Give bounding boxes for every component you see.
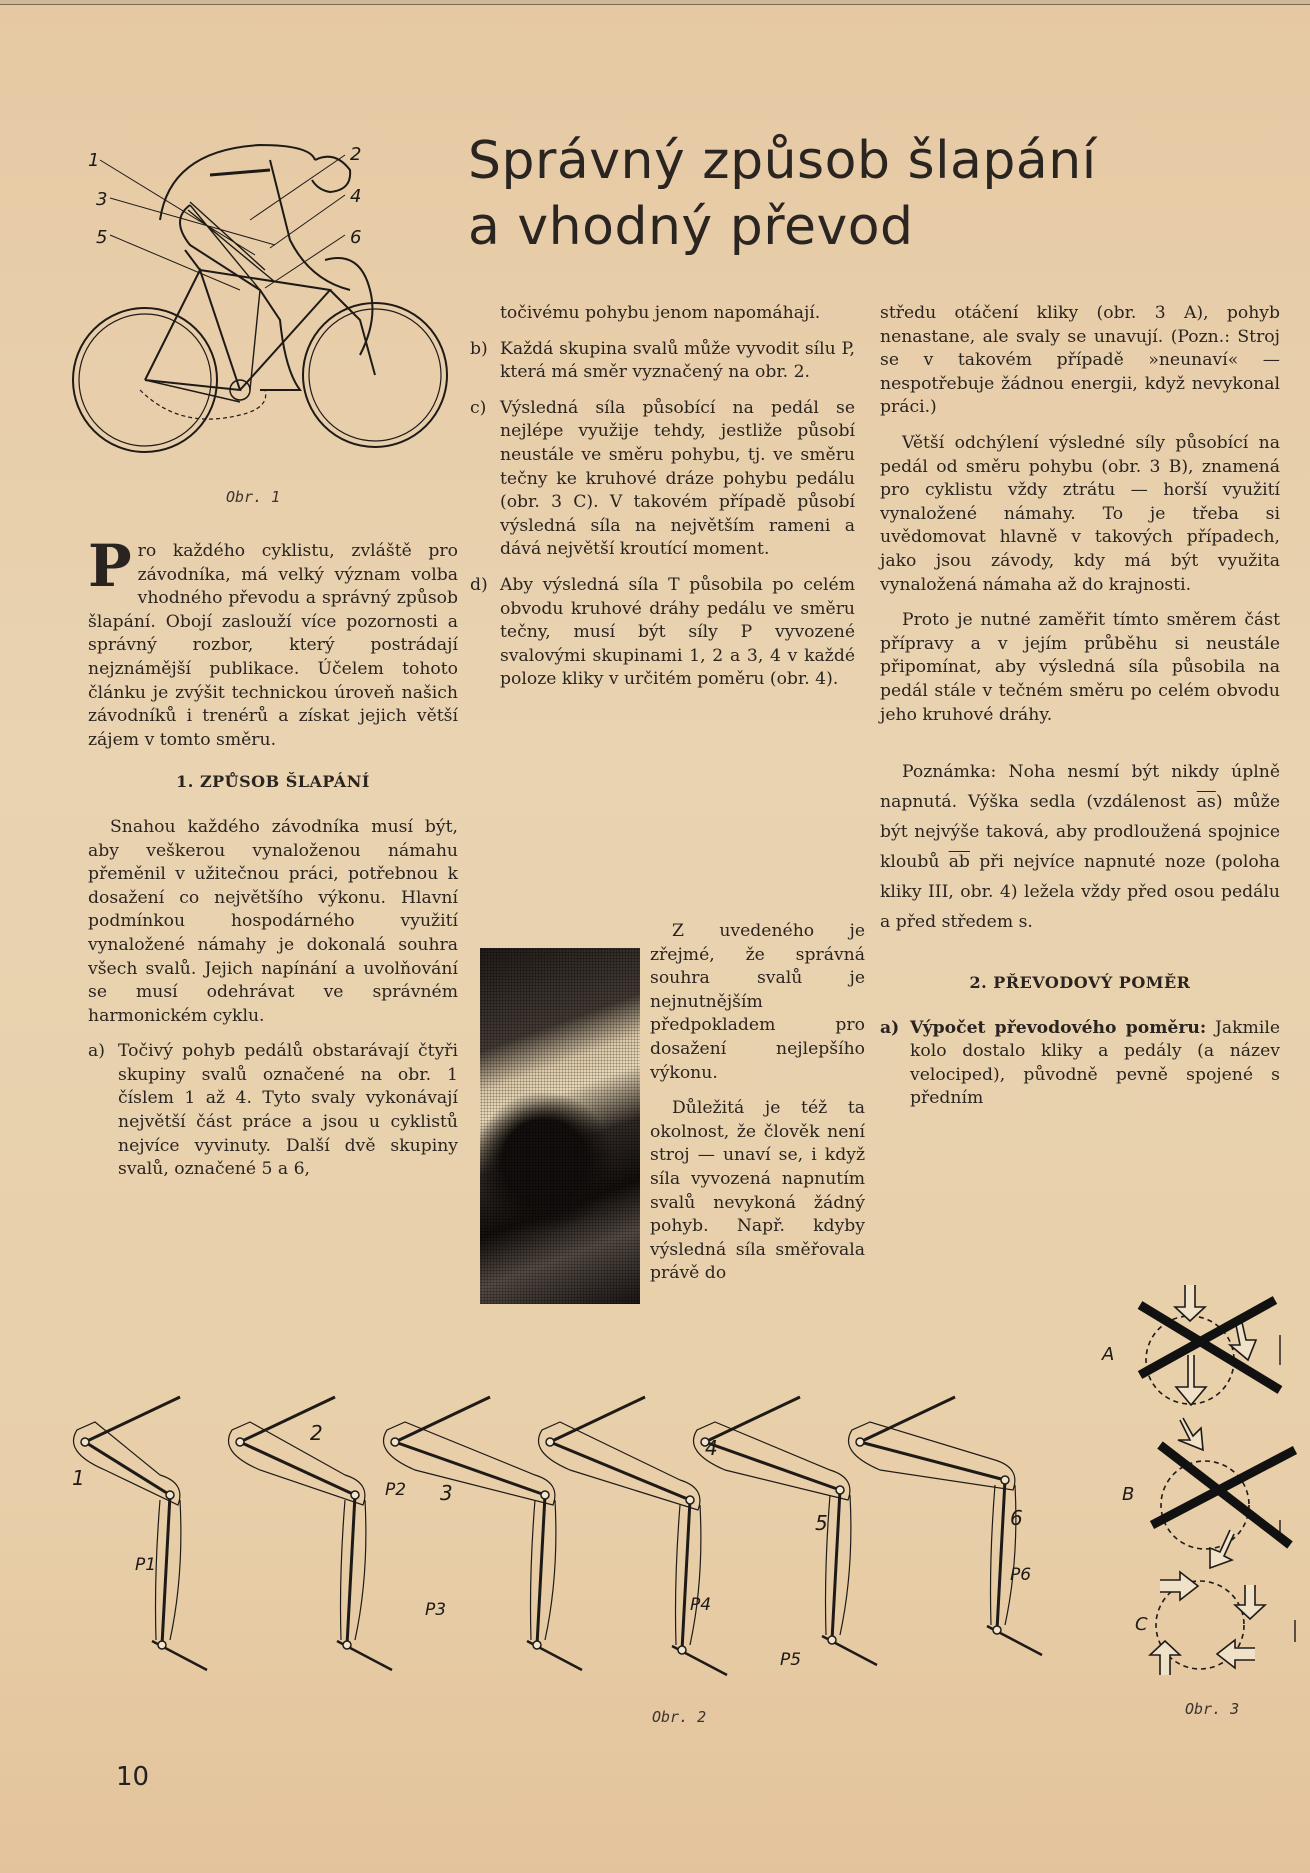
drop-cap: P [88, 532, 132, 600]
fig3-label-c: C [1135, 1614, 1148, 1635]
column-1 [88, 532, 458, 1194]
item-text: Každá skupina svalů může vyvodit sílu P, která má směr vyznačený na obr. 2. [500, 338, 855, 383]
fig1-label-5: 5 [96, 227, 108, 248]
section-1-heading: 1. ZPŮSOB ŠLAPÁNÍ [176, 772, 370, 792]
fig2-muscle-6: 6 [1010, 1506, 1023, 1530]
fig1-label-3: 3 [96, 189, 108, 210]
figure-3-force-directions [1080, 1280, 1310, 1700]
figure-2-leg-muscles [60, 1370, 1032, 1690]
fig1-label-2: 2 [350, 144, 362, 165]
overline-ab: $\overline{ab}$ [948, 852, 970, 873]
fig3-label-b: B [1122, 1484, 1135, 1505]
list-item-b [470, 338, 855, 385]
list-item-d [470, 574, 855, 692]
paragraph-continued: středu otáčení kliky (obr. 3 A), pohyb nenastane, ale svaly se unavují. (Pozn.: Stroj se v takovém případě »neunaví« — nespotřebuje žádnou energii, když nevykonal práci.) [880, 303, 1280, 418]
rider-body [160, 145, 350, 390]
paragraph-proto: Proto je nutné zaměřit tímto směrem část přípravy a v jejím průběhu si neustále připomínat, aby výsledná síla působila na pedál stále v tečném směru po celém obvodu jeho kruhové dráhy. [880, 610, 1280, 725]
fig2-muscle-1: 1 [72, 1466, 85, 1490]
item-bold-heading: Výpočet převodového poměru: [910, 1017, 1207, 1038]
item-label: d) [470, 574, 488, 595]
fig1-label-4: 4 [350, 186, 362, 207]
leg-diagram [74, 1397, 208, 1670]
fig2-force-p2: P2 [385, 1480, 407, 1500]
item-label: a) [88, 1041, 105, 1062]
leg-diagram [539, 1397, 728, 1675]
fig2-muscle-5: 5 [815, 1511, 828, 1535]
figure-3-caption: Obr. 3 [1185, 1700, 1240, 1718]
fig2-muscle-3: 3 [440, 1481, 453, 1505]
fig1-label-1: 1 [88, 150, 100, 171]
title-line-1: Správný způsob šlapání [468, 131, 1097, 191]
item-label: a) [880, 1017, 900, 1038]
item-label: b) [470, 338, 488, 359]
article-title [468, 128, 1168, 260]
fig2-muscle-2: 2 [310, 1421, 323, 1445]
section-2-heading: 2. PŘEVODOVÝ POMĚR [969, 973, 1191, 993]
intro-paragraph: Pro každého cyklistu, zvláště pro závodníka, má velký význam volba vhodného převodu a správný způsob šlapání. Obojí zaslouží více pozornosti a správný rozbor, který postrádají nejznámější publikace. Účelem tohoto článku je zvýšit technickou úroveň našich závodníků i trenérů a získat jejich větší zájem v tomto směru. [88, 532, 458, 750]
list-item-a [88, 1040, 458, 1182]
page-number: 10 [116, 1762, 150, 1792]
bike-frame [145, 250, 375, 390]
figure-2-caption: Obr. 2 [652, 1708, 707, 1726]
title-line-2: a vhodný převod [468, 197, 914, 257]
item-text: Aby výsledná síla T působila po celém obvodu kruhové dráhy pedálu ve směru tečny, musí být síly P vyvozené svalovými skupinami 1, 2 a 3, 4 v každé poloze kliky v určitém poměru (obr. 4). [500, 574, 855, 690]
list-item-a-continued [470, 302, 855, 326]
paragraph-z-uvedeneho: Z uvedeného je zřejmé, že správná souhra svalů je nejnutnějším předpokladem pro dosažení nejlepšího výkonu. [650, 921, 865, 1083]
column-3 [880, 302, 1280, 1123]
fig3-label-a: A [1102, 1344, 1115, 1365]
item-text: Točivý pohyb pedálů obstarávají čtyři skupiny svalů označené na obr. 1 číslem 1 až 4. Tyto svaly vykonávají největší část práce a jsou u cyklistů nejvíce vyvinuty. Další dvě skupiny svalů, označené 5 a 6, [118, 1041, 458, 1180]
fig2-force-p4: P4 [690, 1595, 712, 1615]
paragraph-dulezita: Důležitá je též ta okolnost, že člověk není stroj — unaví se, i když síla vyvozená napnutím svalů nevykoná žádný pohyb. Např. kdyby výsledná síla směřovala právě do [650, 1098, 865, 1284]
fig2-force-p5: P5 [780, 1650, 802, 1670]
list-item-a-gear [880, 1017, 1280, 1111]
column-2 [470, 302, 855, 704]
item-text: točivému pohybu jenom napomáhají. [500, 303, 821, 323]
item-text: Výsledná síla působící na pedál se nejlépe využije tehdy, jestliže působí neustále ve směru pohybu, tj. ve směru tečny ke kruhové dráze pohybu pedálu (obr. 3 C). V takovém případě působí výsledná síla na největším rameni a dává největší kroutící moment. [500, 397, 855, 560]
overline-as: $\overline{as}$ [1196, 792, 1216, 813]
paragraph-poznamka: Poznámka: Noha nesmí být nikdy úplně napnutá. Výška sedla (vzdálenost $\overline{as}$) může být nejvýše taková, aby prodloužená spojnice kloubů $\overline{ab}$ při nejvíce napnuté noze (poloha kliky III, obr. 4) ležela vždy před osou pedálu a před středem s. [880, 762, 1281, 933]
halftone-photo-cyclist-pedal [480, 948, 640, 1304]
item-label: c) [470, 397, 487, 418]
fig2-force-p1: P1 [135, 1555, 157, 1575]
figure-1-cyclist-illustration [60, 140, 460, 470]
list-item-c [470, 397, 855, 562]
fig2-muscle-4: 4 [705, 1436, 718, 1460]
fig1-label-6: 6 [350, 227, 362, 248]
fig2-force-p6: P6 [1010, 1565, 1032, 1585]
paragraph-snahou: Snahou každého závodníka musí být, aby veškerou vynaloženou námahu přeměnil v užitečnou práci, potřebnou k dosažení co největšího výkonu. Hlavní podmínkou hospodárného využití vynaložené námahy je dokonalá souhra všech svalů. Jejich napínání a uvolňování se musí odehrávat ve správném harmonickém cyklu. [88, 816, 458, 1026]
column-2-narrow [650, 920, 865, 1298]
item-text: Jakmile kolo dostalo kliky a pedály (a název velociped), původně pevně spojené s předním [910, 1017, 1280, 1109]
figure-1-caption: Obr. 1 [226, 488, 281, 506]
page-top-edge [0, 0, 1310, 5]
paragraph-vetsi: Větší odchýlení výsledné síly působící na pedál od směru pohybu (obr. 3 B), znamená pro cyklistu vždy ztrátu — horší využití vynaložené námahy. To je třeba si uvědomovat hlavně v takových případech, jako jsou závody, kdy má být využita vynaložená námaha až do krajnosti. [880, 432, 1280, 595]
fig2-force-p3: P3 [425, 1600, 447, 1620]
